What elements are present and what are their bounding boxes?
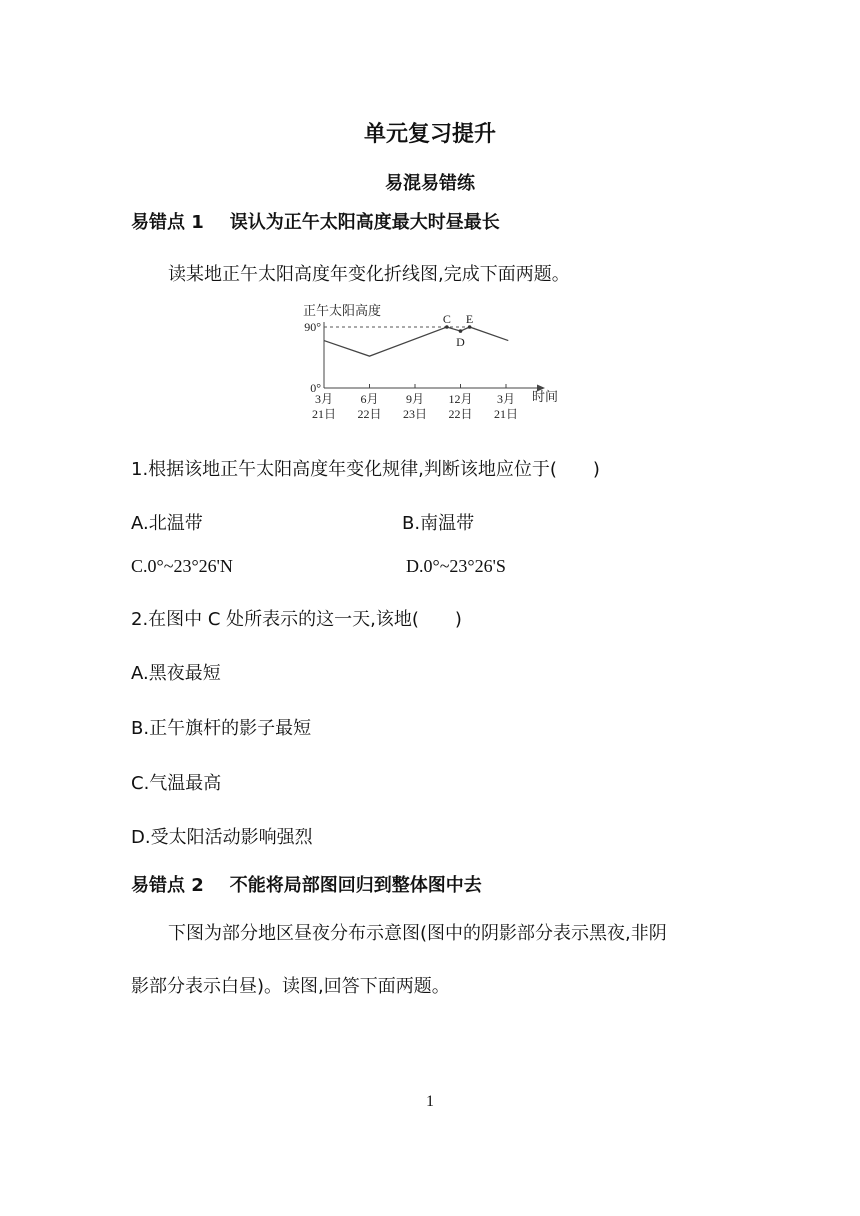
altitude-series-line	[324, 327, 508, 356]
question-1-option-c: C.0°~23°26'N	[131, 556, 233, 576]
error-point-1-heading	[131, 208, 500, 234]
section-subtitle: 易混易错练	[385, 173, 475, 194]
error-point-2-heading	[131, 871, 482, 897]
x-tick-label-month-1: 6月	[360, 392, 379, 406]
point-label-D: D	[456, 335, 465, 350]
intro-paragraph-2-line-1: 下图为部分地区昼夜分布示意图(图中的阴影部分表示黑夜,非阴	[168, 923, 667, 944]
x-tick-label-day-1: 22日	[357, 407, 382, 421]
x-tick-label-month-3: 12月	[448, 392, 473, 406]
x-tick-label-day-2: 23日	[402, 407, 428, 421]
error-point-2-text: 不能将局部图回归到整体图中去	[229, 875, 482, 896]
question-2-option-c: C.气温最高	[131, 773, 222, 794]
x-tick-label-day-0: 21日	[311, 407, 337, 421]
page-number: 1	[426, 1093, 434, 1110]
x-tick-label-month-4: 3月	[496, 392, 516, 406]
point-label-C: C	[442, 312, 451, 326]
question-2-option-b: B.正午旗杆的影子最短	[131, 718, 312, 739]
x-axis-label: 时间	[532, 389, 559, 404]
data-point-D	[459, 329, 463, 333]
question-1-option-b: B.南温带	[402, 513, 475, 534]
intro-paragraph-1: 读某地正午太阳高度年变化折线图,完成下面两题。	[168, 264, 570, 285]
noon-sun-altitude-chart	[290, 296, 580, 436]
chart-title: 正午太阳高度	[303, 303, 382, 318]
error-point-1-label: 易错点 1	[131, 212, 204, 233]
question-1-option-a: A.北温带	[131, 513, 203, 534]
question-1-option-d: D.0°~23°26'S	[406, 556, 506, 576]
y-tick-label-0: 90°	[304, 320, 321, 334]
x-tick-label-day-4: 21日	[493, 407, 519, 421]
y-tick-label-1: 0°	[310, 381, 321, 395]
question-2-option-d: D.受太阳活动影响强烈	[131, 827, 313, 848]
question-2-stem: 2.在图中 C 处所表示的这一天,该地( )	[131, 609, 462, 630]
page-title: 单元复习提升	[363, 122, 496, 147]
error-point-2-label: 易错点 2	[131, 875, 204, 896]
point-label-E: E	[465, 312, 474, 326]
intro-paragraph-2-line-2: 影部分表示白昼)。读图,回答下面两题。	[131, 976, 450, 997]
error-point-1-text: 误认为正午太阳高度最大时昼最长	[229, 212, 500, 233]
question-1-stem: 1.根据该地正午太阳高度年变化规律,判断该地应位于( )	[131, 459, 600, 480]
question-2-option-a: A.黑夜最短	[131, 663, 221, 684]
x-tick-label-month-0: 3月	[314, 392, 334, 406]
x-tick-label-day-3: 22日	[448, 407, 473, 421]
x-tick-label-month-2: 9月	[405, 392, 425, 406]
